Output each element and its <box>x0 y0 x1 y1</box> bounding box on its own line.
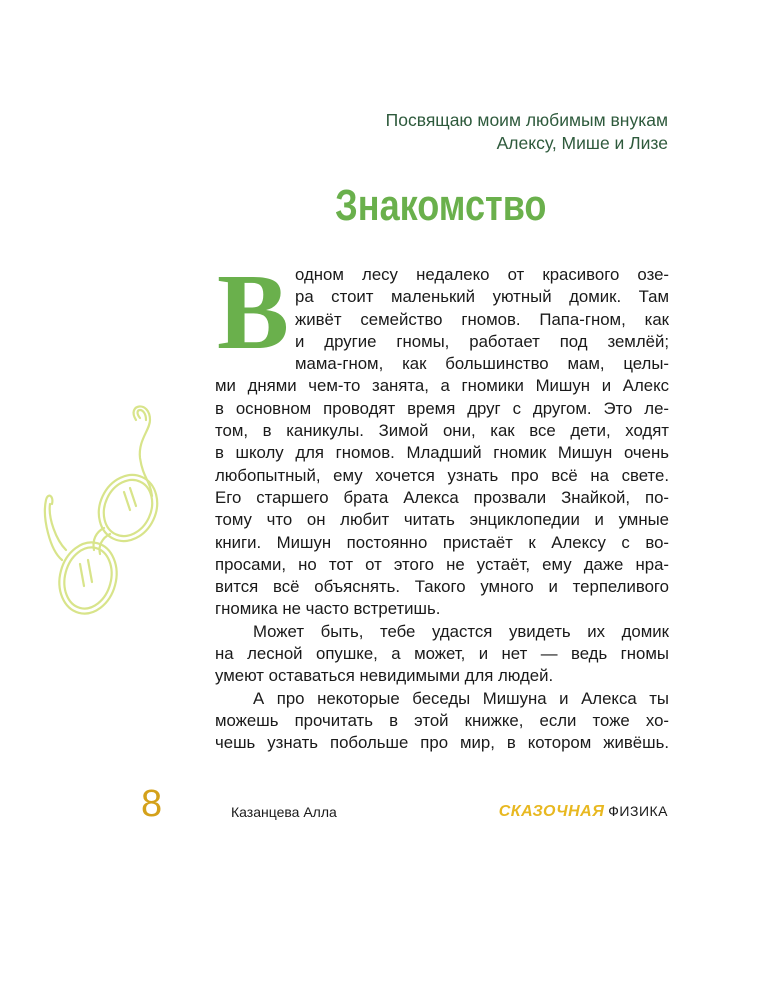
text-line: мама-гном, как большинство мам, целы- <box>295 354 669 374</box>
text-line: и другие гномы, работает под землёй; <box>295 331 669 351</box>
glasses-icon <box>40 400 180 680</box>
body-text <box>215 264 669 755</box>
text-line: вится всё объяснять. Такого умного и терпеливого <box>215 577 669 597</box>
text-line: просами, но тот от этого не устаёт, ему даже нра- <box>215 554 669 574</box>
page-number: 8 <box>141 783 163 825</box>
text-line: ра стоит маленький уютный домик. Там <box>295 287 669 307</box>
series-title <box>499 801 668 822</box>
paragraph-2 <box>215 621 669 688</box>
series-title-part1: СКАЗОЧНАЯ <box>498 803 605 820</box>
text-line: книги. Мишун постоянно пристаёт к Алексу с во- <box>215 532 669 552</box>
text-line: любопытный, ему хочется узнать про всё на свете. <box>215 465 669 485</box>
text-line: в школу для гномов. Младший гномик Мишун очень <box>215 443 669 463</box>
chapter-title: Знакомство <box>335 181 547 230</box>
text-line: тому что он любит читать энциклопедии и умные <box>215 510 669 530</box>
text-line: Его старшего брата Алекса прозвали Знайкой, по- <box>215 487 669 507</box>
text-line: гномика не часто встретишь. <box>215 599 441 619</box>
series-title-part2: ФИЗИКА <box>608 803 668 819</box>
text-line: на лесной опушке, а может, и нет — ведь гномы <box>215 644 669 664</box>
paragraph-1 <box>215 264 669 621</box>
paragraph-3 <box>215 688 669 755</box>
text-line: Может быть, тебе удастся увидеть их домик <box>253 621 669 641</box>
text-line: ми днями чем-то занята, а гномики Мишун и Алекс <box>215 376 669 396</box>
text-line: том, в каникулы. Зимой они, как все дети, ходят <box>215 421 669 441</box>
text-line: А про некоторые беседы Мишуна и Алекса ты <box>253 688 669 708</box>
text-line: живёт семейство гномов. Папа-гном, как <box>295 309 669 329</box>
text-line: умеют оставаться невидимыми для людей. <box>215 666 554 686</box>
text-line: одном лесу недалеко от красивого озе- <box>295 265 669 284</box>
dedication <box>386 109 668 155</box>
text-line: чешь узнать побольше про мир, в котором живёшь. <box>215 733 669 753</box>
author-name: Казанцева Алла <box>231 804 337 820</box>
dedication-line-1: Посвящаю моим любимым внукам <box>385 110 668 130</box>
text-line: в основном проводят время друг с другом. Это ле- <box>215 398 669 418</box>
dedication-line-2: Алексу, Мише и Лизе <box>496 133 668 153</box>
text-line: можешь прочитать в этой книжке, если тоже хо- <box>215 710 669 730</box>
dropcap-glyph: В <box>216 262 290 358</box>
